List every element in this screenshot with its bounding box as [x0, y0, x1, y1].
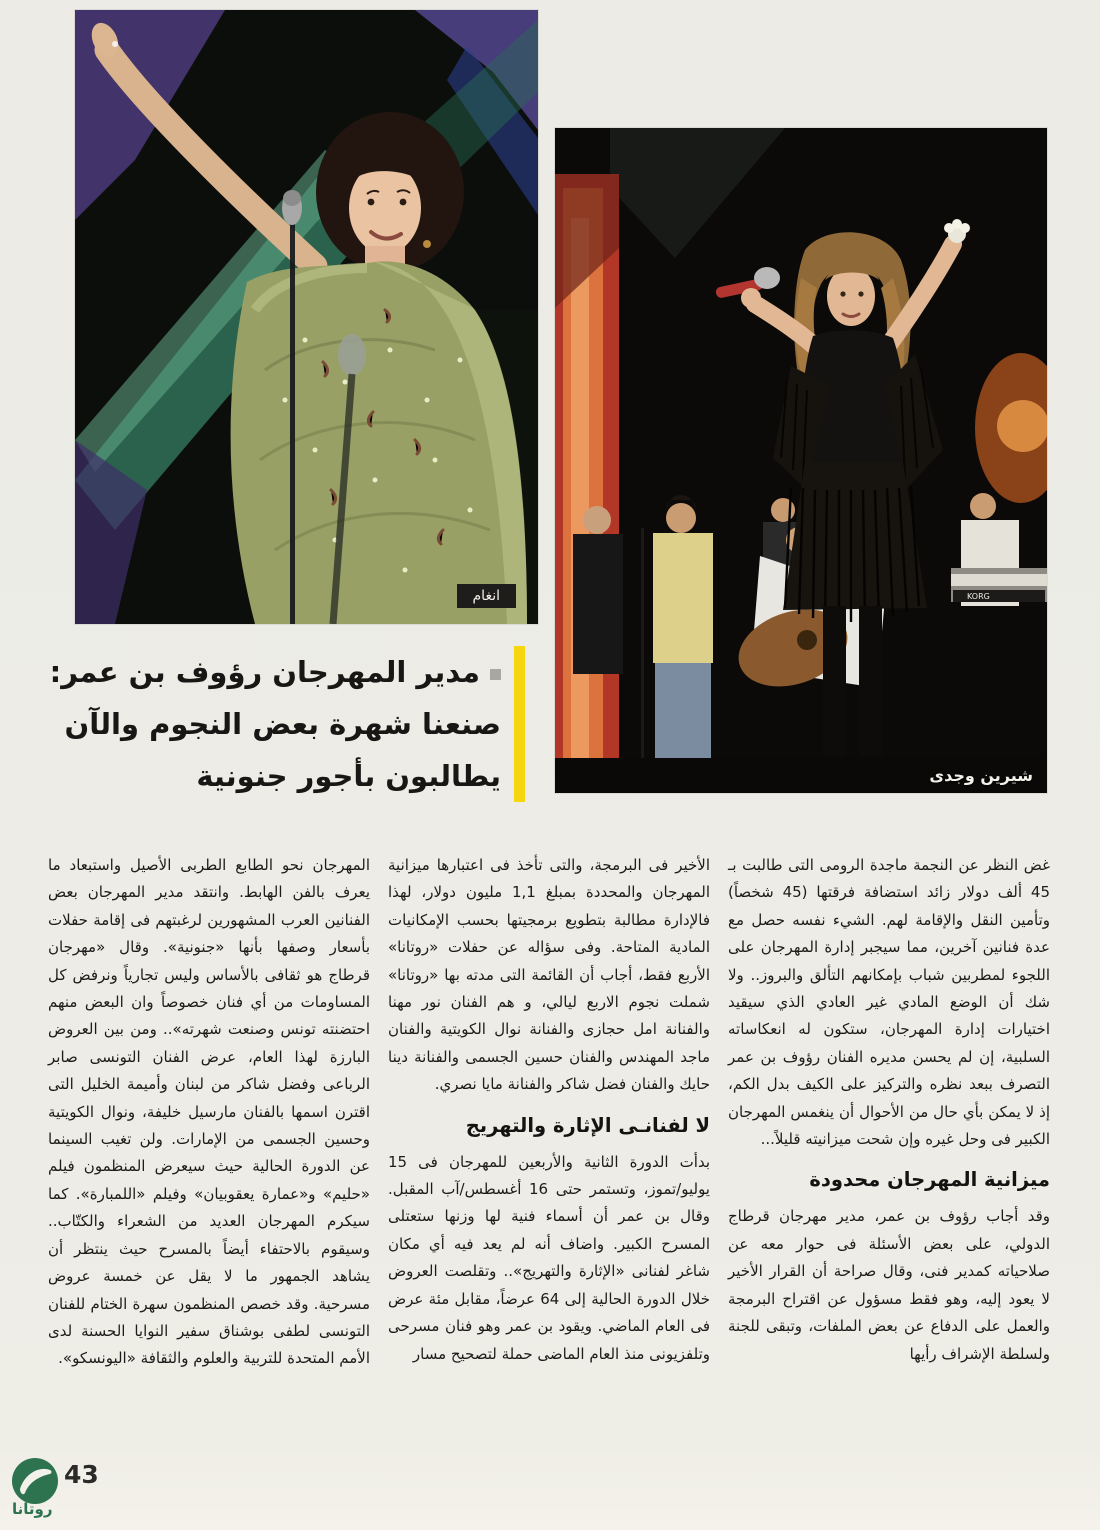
headline-line-2: صنعنا شهرة بعض النجوم والآن [64, 707, 501, 741]
headline-line-1 [49, 646, 525, 698]
rotana-logo-icon [12, 1458, 58, 1504]
photo-caption-sherine: شيرين وجدى [929, 766, 1033, 785]
keyboard-brand-label: KORG [967, 592, 990, 601]
article-column-left [48, 852, 370, 1387]
body-paragraph: المهرجان نحو الطابع الطربى الأصيل واستبعاد ما يعرف بالفن الهابط. وانتقد مدير المهرجان بعض الفنانين العرب المشهورين لرغبتهم فى إقامة حفلات بأسعار وصفها بأنها «جنونية». وقال «مهرجان قرطاج هو ثقافى بالأساس وليس تجارياً ونرفض كل المساومات من أي فنان خصوصاً وان البعض منهم احتضنته تونس وصنعت شهرته».. ومن بين العروض البارزة لهذا العام، عرض الفنان التونسى صابر الرباعى وفضل شاكر من لبنان وأميمة الخليل التى اقترن اسمها بالفنان مارسيل خليفة، ونوال الكويتية وحسين الجسمى من الإمارات. ولن تغيب السينما عن الدورة الحالية حيث سيعرض المنظمون فيلم «حليم» و«عمارة يعقوبيان» وفيلم «اللمبارة». كما سيكرم المهرجان العديد من الشعراء والكتّاب.. وسيقوم بالاحتفاء أيضاً بالمسرح حيث ينتظر أن يشاهد الجمهور ما لا يقل عن خمسة عروض مسرحية. وقد خصص المنظمون سهرة الختام للفنان التونسى لطفى بوشناق سفير النوايا الحسنة لدى الأمم المتحدة للتربية والعلوم والثقافة «اليونسكو». [48, 856, 370, 1368]
headline-accent-bar [514, 646, 525, 802]
headline-line-3: يطالبون بأجور جنونية [196, 759, 501, 793]
brand-wordmark: روتانا [12, 1500, 53, 1518]
photo-caption-angham: انغام [457, 584, 516, 608]
section-heading: لا لفنانـى الإثارة والتهريج [465, 1113, 710, 1137]
article-column-right [728, 852, 1050, 1382]
section-heading: ميزانية المهرجان محدودة [809, 1168, 1050, 1192]
body-paragraph: غض النظر عن النجمة ماجدة الرومى التى طالبت بـ 45 ألف دولار زائد استضافة فرقتها (45 شخصاً) وتأمين النقل والإقامة لهم. الشيء نفسه حصل مع عدة فنانين آخرين، مما سيجبر إدارة المهرجان على اللجوء لمطربين شباب بإمكانهم التألق والبروز.. ولا شك أن الوضع المادي غير العادي الذي سيقيد اختيارات إدارة المهرجان، ستكون له انعكاساته السلبية، إن لم يحسن مديره الفنان رؤوف بن عمر التصرف ببعد نظره والتركيز على الكيف بدل الكم، إذ لا يمكن بأي حال من الأحوال أن ينغمس المهرجان الكبير فى وحل غيره وإن شحت ميزانيته قليلاً... [728, 856, 1050, 1149]
article-column-middle [388, 852, 710, 1382]
headline-text-1: مدير المهرجان رؤوف بن عمر: [49, 655, 480, 689]
headline-block [49, 646, 525, 802]
stage-photo-illustration [75, 10, 538, 624]
photo-angham [75, 10, 538, 624]
body-paragraph: الأخير فى البرمجة، والتى تأخذ فى اعتبارها ميزانية المهرجان والمحددة بمبلغ 1,1 مليون دولار، لهذا فالإدارة مطالبة بتطويع برمجيتها بحسب الإمكانيات المادية المتاحة. وفى سؤاله عن حفلات «روتانا» الأربع فقط، أجاب أن القائمة التى مدته بها «روتانا» شملت نجوم الاربع ليالي، و هم الفنان نور مهنا والفنانة امل حجازى والفنانة نوال الكويتية والفنان ماجد المهندس والفنان حسين الجسمى والفنانة دينا حايك والفنان فضل شاكر والفنانة مايا نصري. [388, 856, 710, 1094]
body-paragraph: وقد أجاب رؤوف بن عمر، مدير مهرجان قرطاج الدولي، على بعض الأسئلة فى حوار معه عن صلاحياته كمدير فنى، وقال صراحة أن القرار الأخير لا يعود إليه، وهو فقط مسؤول عن اقتراح البرمجة والعمل على الدفاع عن بعض الملفات، وتبقى للجنة ولسلطة الإشراف رأيها [728, 1207, 1050, 1363]
body-paragraph: بدأت الدورة الثانية والأربعين للمهرجان فى 15 يوليو/تموز، وتستمر حتى 16 أغسطس/آب المقبل. وقال بن عمر أن أسماء فنية لها وزنها ستعتلى المسرح الكبير. واضاف أنه لم يعد فيه أي مكان شاغر لفنانى «الإثارة والتهريج».. وتقلصت العروض خلال الدورة الحالية إلى 64 عرضاً، مقابل مئة عرض فى العام الماضي. ويقود بن عمر وهو فنان مسرحى وتلفزيونى منذ العام الماضى حملة لتصحيح مسار [388, 1152, 710, 1363]
stage-photo-illustration [555, 128, 1047, 793]
photo-sherine-wagdy [555, 128, 1047, 793]
page-number: 43 [64, 1460, 99, 1489]
headline-bullet-square [490, 669, 501, 680]
